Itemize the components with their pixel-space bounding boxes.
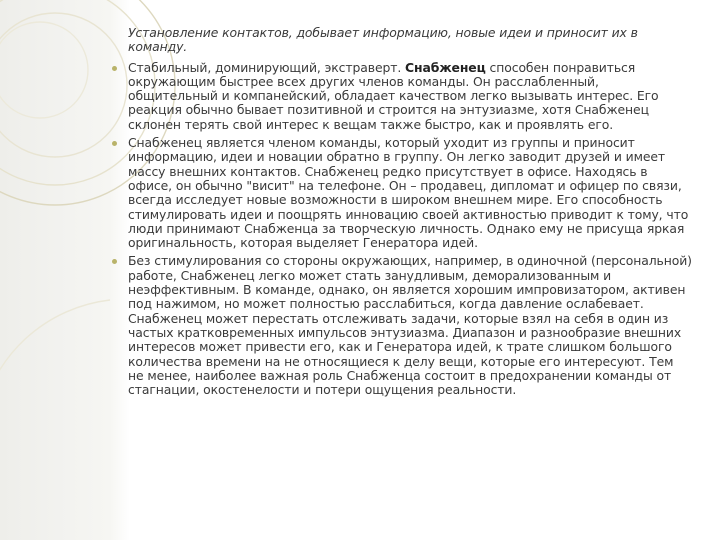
bullet-paragraph-2 — [112, 136, 692, 250]
bullet-paragraph-1 — [112, 61, 692, 132]
bullet-paragraph-3 — [112, 254, 692, 397]
text-content — [112, 26, 692, 401]
paragraph-1-keyword: Снабженец — [405, 59, 486, 75]
intro-line — [112, 26, 692, 55]
paragraph-1-start: Стабильный, доминирующий, экстраверт. — [128, 59, 406, 75]
decor-ring-inner — [0, 13, 127, 157]
bullet-dot-icon — [112, 259, 117, 264]
paragraph-2-text: Снабженец является членом команды, который уходит из группы и приносит информацию, идеи и новации обратно в группу. Он легко заводит друзей и имеет массу внешних контактов. Снабженец редко присутствует в офисе. Находясь в офисе, он обычно "висит" на телефоне. Он – продавец, дипломат и офицер по связи, всегда исследует новые возможности в широком внешнем мире. Его способность стимулировать идеи и поощрять инновацию своей активностью приводит к тому, что люди принимают Снабженца за творческую личность. Однако ему не присуща яркая оригинальность, которая выделяет Генератора идей. — [128, 135, 689, 251]
bullet-dot-icon — [112, 66, 117, 71]
paragraph-1-rest: способен понравиться окружающим быстрее всех других членов команды. Он расслабленный, общительный и компанейский, обладает качеством легко вызывать интерес. Его реакция обычно бывает позитивной и строится на энтузиазме, хотя Снабженец склонен терять свой интерес к вещам также быстро, как и проявлять его. — [128, 59, 659, 132]
intro-text: Установление контактов, добывает информацию, новые идеи и приносит их в команду. — [128, 25, 638, 55]
decor-arc-bottom — [0, 300, 110, 420]
paragraph-3-text: Без стимулирования со стороны окружающих, например, в одиночной (персональной) работе, Снабженец легко может стать занудливым, деморализованным и неэффективным. В команде, однако, он является хорошим импровизатором, активен под нажимом, но может полностью расслабиться, когда давление ослабевает. Снабженец может перестать отслеживать задачи, которые взял на себя в один из частых кратковременных импульсов энтузиазма. Диапазон и разнообразие внешних интересов может привести его, как и Генератора идей, к трате слишком большого количества времени на не относящиеся к делу вещи, которые его интересуют. Тем не менее, наиболее важная роль Снабженца состоит в предохранении команды от стагнации, окостенелости и потери ощущения реальности. — [128, 253, 692, 398]
bullet-dot-icon — [112, 141, 117, 146]
decor-ring-small — [0, 22, 88, 118]
